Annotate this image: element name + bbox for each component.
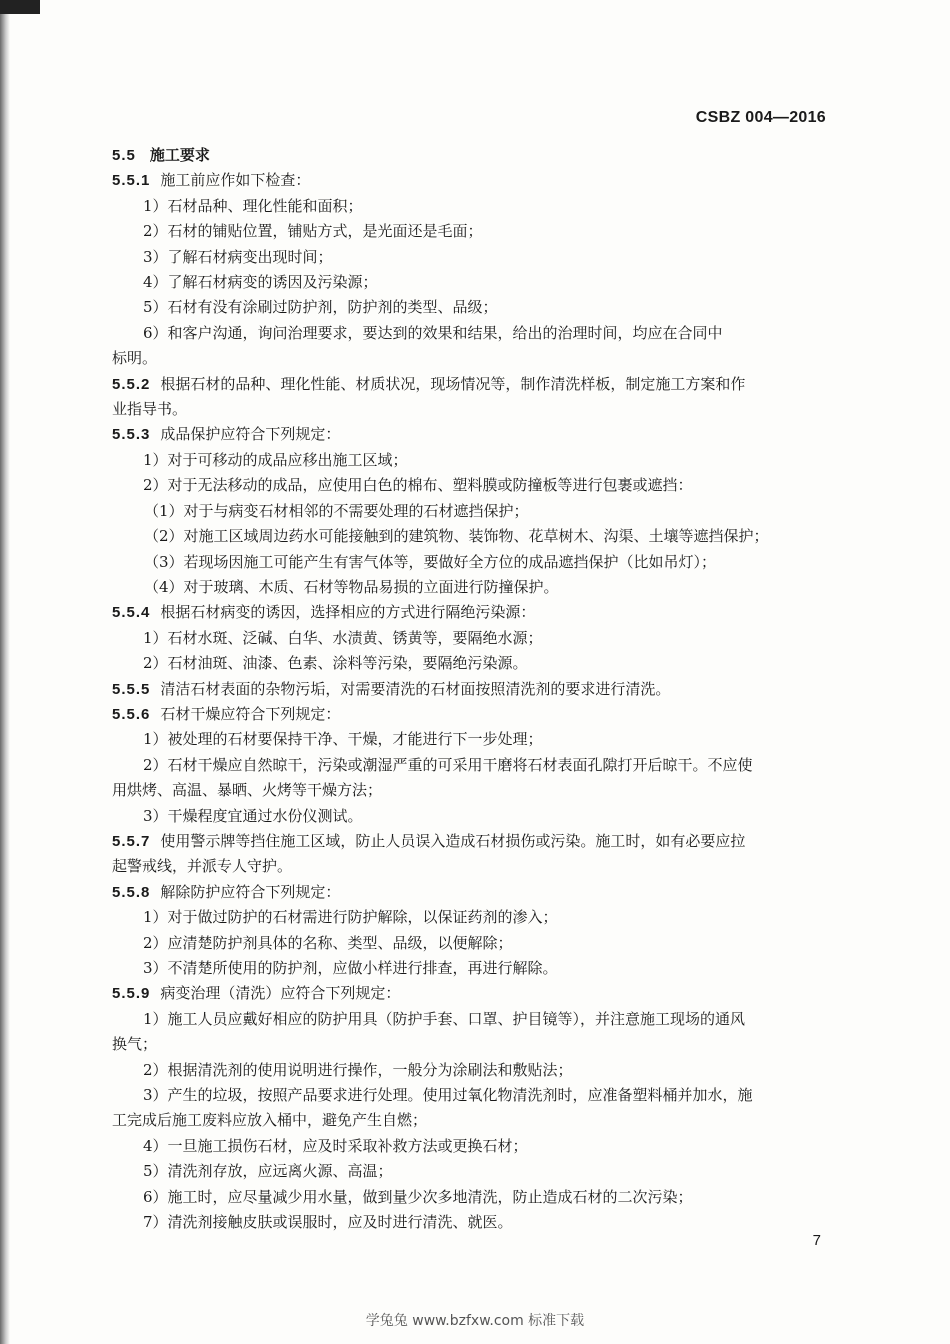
- list-item: 2）对于无法移动的成品，应使用白色的棉布、塑料膜或防撞板等进行包裹或遮挡：: [143, 476, 693, 495]
- clause-5-5-8: [112, 880, 828, 905]
- section-heading: [112, 143, 828, 168]
- list-item: 3）不清楚所使用的防护剂，应做小样进行排查，再进行解除。: [143, 959, 558, 977]
- clause-continuation: 业指导书。: [112, 400, 188, 419]
- clause-number: 5.5.1: [112, 172, 151, 190]
- scan-corner-mark: [0, 0, 40, 14]
- clause-number: 5.5.4: [112, 604, 151, 622]
- sub-list-item: （2）对施工区域周边药水可能接触到的建筑物、装饰物、花草树木、沟渠、土壤等遮挡保护；: [144, 527, 769, 546]
- clause-5-5-6: [112, 702, 828, 727]
- list-item-continuation: 工完成后施工废料应放入桶中，避免产生自燃；: [112, 1111, 428, 1130]
- clause-5-5-1: [112, 168, 828, 193]
- clause-5-5-2: [112, 372, 828, 397]
- list-item: 1）石材品种、理化性能和面积；: [143, 196, 363, 215]
- list-item: 5）清洗剂存放，应远离火源、高温；: [143, 1162, 393, 1181]
- clause-text: 解除防护应符合下列规定：: [160, 882, 341, 901]
- clause-number: 5.5.5: [112, 680, 151, 698]
- list-item: 1）施工人员应戴好相应的防护用具（防护手套、口罩、护目镜等），并注意施工现场的通风: [143, 1009, 746, 1028]
- clause-5-5-5: [112, 677, 828, 702]
- clause-text: 清洁石材表面的杂物污垢，对需要清洗的石材面按照清洗剂的要求进行清洗。: [160, 679, 671, 698]
- list-item: 4）一旦施工损伤石材，应及时采取补救方法或更换石材；: [143, 1136, 528, 1155]
- list-item: 3）产生的垃圾，按照产品要求进行处理。使用过氧化物清洗剂时，应准备塑料桶并加水，施: [143, 1086, 753, 1105]
- sub-list-item: （3）若现场因施工可能产生有害气体等，要做好全方位的成品遮挡保护（比如吊灯）；: [144, 552, 717, 571]
- list-item: 2）应清楚防护剂具体的名称、类型、品级，以便解除；: [143, 933, 513, 952]
- list-item: 4）了解石材病变的诱因及污染源；: [143, 273, 378, 292]
- list-item: 3）干燥程度宜通过水份仪测试。: [143, 806, 363, 825]
- clause-number: 5.5.8: [112, 883, 151, 901]
- list-item: 5）石材有没有涂刷过防护剂，防护剂的类型、品级；: [143, 298, 498, 317]
- clause-text: 石材干燥应符合下列规定：: [160, 704, 341, 723]
- clause-continuation: 起警戒线，并派专人守护。: [112, 857, 293, 876]
- clause-5-5-4: [112, 600, 828, 625]
- document-code: CSBZ 004—2016: [695, 109, 826, 126]
- list-item-continuation: 用烘烤、高温、暴晒、火烤等干燥方法；: [112, 781, 383, 800]
- scan-edge-shadow: [0, 0, 10, 1344]
- section-title: 施工要求: [149, 146, 210, 164]
- sub-list-item: （4）对于玻璃、木质、石材等物品易损的立面进行防撞保护。: [144, 577, 559, 596]
- clause-number: 5.5.6: [112, 705, 151, 723]
- clause-5-5-3: [112, 422, 828, 447]
- list-item: 7）清洗剂接触皮肤或误服时，应及时进行清洗、就医。: [143, 1213, 513, 1232]
- clause-text: 使用警示牌等挡住施工区域，防止人员误入造成石材损伤或污染。施工时，如有必要应拉: [160, 831, 746, 850]
- footer-watermark: 学兔兔 www.bzfxw.com 标准下载: [365, 1313, 585, 1329]
- clause-text: 成品保护应符合下列规定：: [160, 425, 341, 444]
- clause-text: 根据石材病变的诱因，选择相应的方式进行隔绝污染源：: [160, 603, 536, 622]
- list-item: 1）对于做过防护的石材需进行防护解除，以保证药剂的渗入；: [143, 908, 558, 927]
- list-item: 1）石材水斑、泛碱、白华、水渍黄、锈黄等，要隔绝水源；: [143, 628, 543, 647]
- clause-number: 5.5.7: [112, 832, 151, 850]
- list-item: 1）对于可移动的成品应移出施工区域；: [143, 450, 408, 469]
- clause-text: 根据石材的品种、理化性能、材质状况，现场情况等，制作清洗样板，制定施工方案和作: [160, 374, 746, 393]
- clause-5-5-7: [112, 829, 828, 854]
- list-item: 6）施工时，应尽量减少用水量，做到量少次多地清洗，防止造成石材的二次污染；: [143, 1187, 693, 1206]
- list-item-continuation: 换气；: [112, 1035, 158, 1054]
- clause-text: 病变治理（清洗）应符合下列规定：: [160, 984, 401, 1003]
- document-body: [112, 143, 828, 1235]
- list-item: 2）根据清洗剂的使用说明进行操作，一般分为涂刷法和敷贴法；: [143, 1060, 573, 1079]
- page-number: 7: [812, 1232, 821, 1249]
- list-item: 2）石材的铺贴位置，铺贴方式，是光面还是毛面；: [143, 222, 483, 241]
- list-item-continuation: 标明。: [112, 349, 158, 368]
- clause-5-5-9: [112, 981, 828, 1006]
- clause-text: 施工前应作如下检查：: [160, 171, 311, 190]
- list-item: 3）了解石材病变出现时间；: [143, 247, 333, 266]
- list-item: 2）石材油斑、油漆、色素、涂料等污染，要隔绝污染源。: [143, 654, 528, 673]
- list-item: 1）被处理的石材要保持干净、干燥，才能进行下一步处理；: [143, 730, 543, 749]
- list-item: 6）和客户沟通，询问治理要求，要达到的效果和结果，给出的治理时间，均应在合同中: [143, 323, 723, 342]
- clause-number: 5.5.3: [112, 426, 151, 444]
- clause-number: 5.5.9: [112, 985, 151, 1003]
- sub-list-item: （1）对于与病变石材相邻的不需要处理的石材遮挡保护；: [144, 501, 529, 520]
- clause-number: 5.5.2: [112, 375, 151, 393]
- list-item: 2）石材干燥应自然晾干，污染或潮湿严重的可采用干磨将石材表面孔隙打开后晾干。不应使: [143, 755, 753, 774]
- section-number: 5.5: [112, 147, 136, 164]
